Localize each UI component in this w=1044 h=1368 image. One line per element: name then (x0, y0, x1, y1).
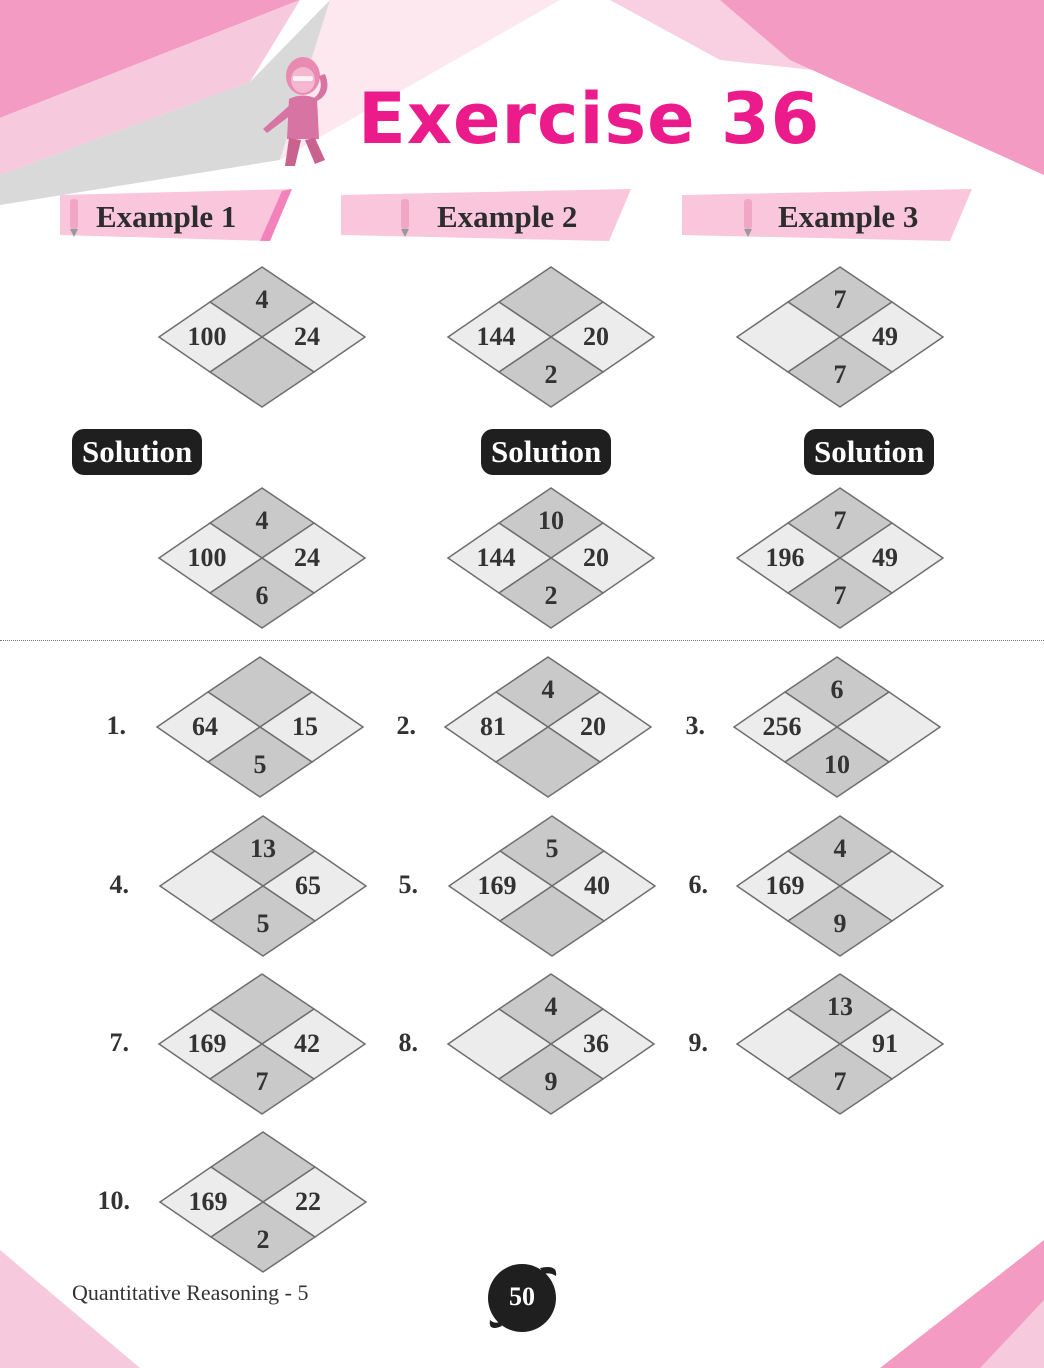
pencil-icon (401, 199, 409, 237)
cell-bottom: 2 (544, 360, 558, 389)
question-number: 10. (97, 1186, 130, 1215)
cell-top: 4 (541, 675, 555, 704)
cell-left: 169 (477, 871, 517, 900)
cell-right: 65 (295, 871, 321, 900)
cell-top: 7 (833, 506, 847, 535)
solution-1-diamond (157, 486, 367, 630)
cell-left: 169 (188, 1187, 228, 1216)
cell-bottom: 7 (255, 1067, 269, 1096)
question-number: 6. (688, 870, 708, 899)
cell-top: 7 (833, 285, 847, 314)
question-6-diamond (735, 814, 945, 958)
cell-bottom: 2 (544, 581, 558, 610)
solution-3-label: Solution (804, 429, 934, 475)
question-10-diamond (158, 1130, 368, 1274)
cell-top: 4 (833, 834, 847, 863)
cell-top: 13 (250, 834, 276, 863)
cell-right: 15 (292, 712, 318, 741)
question-number: 3. (685, 711, 705, 740)
cell-bottom: 10 (824, 750, 850, 779)
cell-right: 24 (294, 322, 320, 351)
cell-right: 20 (583, 543, 609, 572)
solution-2-diamond (446, 486, 656, 630)
book-title: Quantitative Reasoning - 5 (72, 1280, 309, 1305)
question-number: 4. (109, 870, 129, 899)
cell-top: 10 (538, 506, 564, 535)
example-1-label: Example 1 (96, 199, 237, 234)
girl-mascot-icon (255, 54, 345, 176)
example-1-banner (60, 189, 292, 241)
cell-bottom: 9 (833, 909, 847, 938)
cell-top: 13 (827, 992, 853, 1021)
cell-left: 169 (765, 871, 805, 900)
cell-left: 81 (480, 712, 506, 741)
question-number: 5. (398, 870, 418, 899)
cell-top: 5 (545, 834, 559, 863)
cell-top: 4 (544, 992, 558, 1021)
question-number: 8. (398, 1028, 418, 1057)
cell-right: 22 (295, 1187, 321, 1216)
question-number: 9. (688, 1028, 708, 1057)
question-1-diamond (155, 655, 365, 799)
cell-right: 49 (872, 543, 898, 572)
cell-left: 144 (476, 322, 516, 351)
cell-bottom: 5 (256, 909, 270, 938)
cell-right: 42 (294, 1029, 320, 1058)
example-3-banner (682, 189, 919, 241)
question-2-diamond (443, 655, 653, 799)
example-2-label: Example 2 (437, 199, 578, 234)
example-2-diamond (446, 265, 656, 409)
cell-right: 20 (580, 712, 606, 741)
cell-bottom: 9 (544, 1067, 558, 1096)
cell-left: 144 (476, 543, 516, 572)
cell-left: 196 (765, 543, 805, 572)
solution-1-label: Solution (72, 429, 202, 475)
cell-right: 40 (584, 871, 610, 900)
cell-right: 91 (872, 1029, 898, 1058)
cell-right: 49 (872, 322, 898, 351)
cell-left: 64 (192, 712, 218, 741)
question-number: 7. (109, 1028, 129, 1057)
cell-left: 100 (187, 322, 227, 351)
cell-right: 20 (583, 322, 609, 351)
example-3-diamond (735, 265, 945, 409)
cell-right: 24 (294, 543, 320, 572)
cell-bottom: 2 (256, 1225, 270, 1254)
question-number: 1. (106, 711, 126, 740)
cell-right: 36 (583, 1029, 609, 1058)
page-title: Exercise 36 (358, 78, 821, 160)
cell-left: 169 (187, 1029, 227, 1058)
pencil-icon (744, 199, 752, 237)
question-number: 2. (396, 711, 416, 740)
cell-left: 256 (762, 712, 802, 741)
solution-3-diamond (735, 486, 945, 630)
cell-bottom: 7 (833, 1067, 847, 1096)
solution-2-label: Solution (481, 429, 611, 475)
cell-bottom: 5 (253, 750, 267, 779)
pencil-icon (70, 199, 78, 237)
example-3-label: Example 3 (778, 199, 919, 234)
cell-top: 4 (255, 285, 269, 314)
question-5-diamond (447, 814, 657, 958)
example-2-banner (341, 189, 578, 241)
page-number: 50 (509, 1282, 535, 1311)
cell-left: 100 (187, 543, 227, 572)
question-4-diamond (158, 814, 368, 958)
dotted-divider (0, 640, 1044, 641)
example-1-diamond (157, 265, 367, 409)
cell-top: 6 (830, 675, 844, 704)
question-7-diamond (157, 972, 367, 1116)
cell-bottom: 7 (833, 360, 847, 389)
question-8-diamond (446, 972, 656, 1116)
page-number-badge (484, 1262, 562, 1334)
cell-bottom: 6 (255, 581, 269, 610)
cell-top: 4 (255, 506, 269, 535)
question-9-diamond (735, 972, 945, 1116)
cell-bottom: 7 (833, 581, 847, 610)
question-3-diamond (732, 655, 942, 799)
